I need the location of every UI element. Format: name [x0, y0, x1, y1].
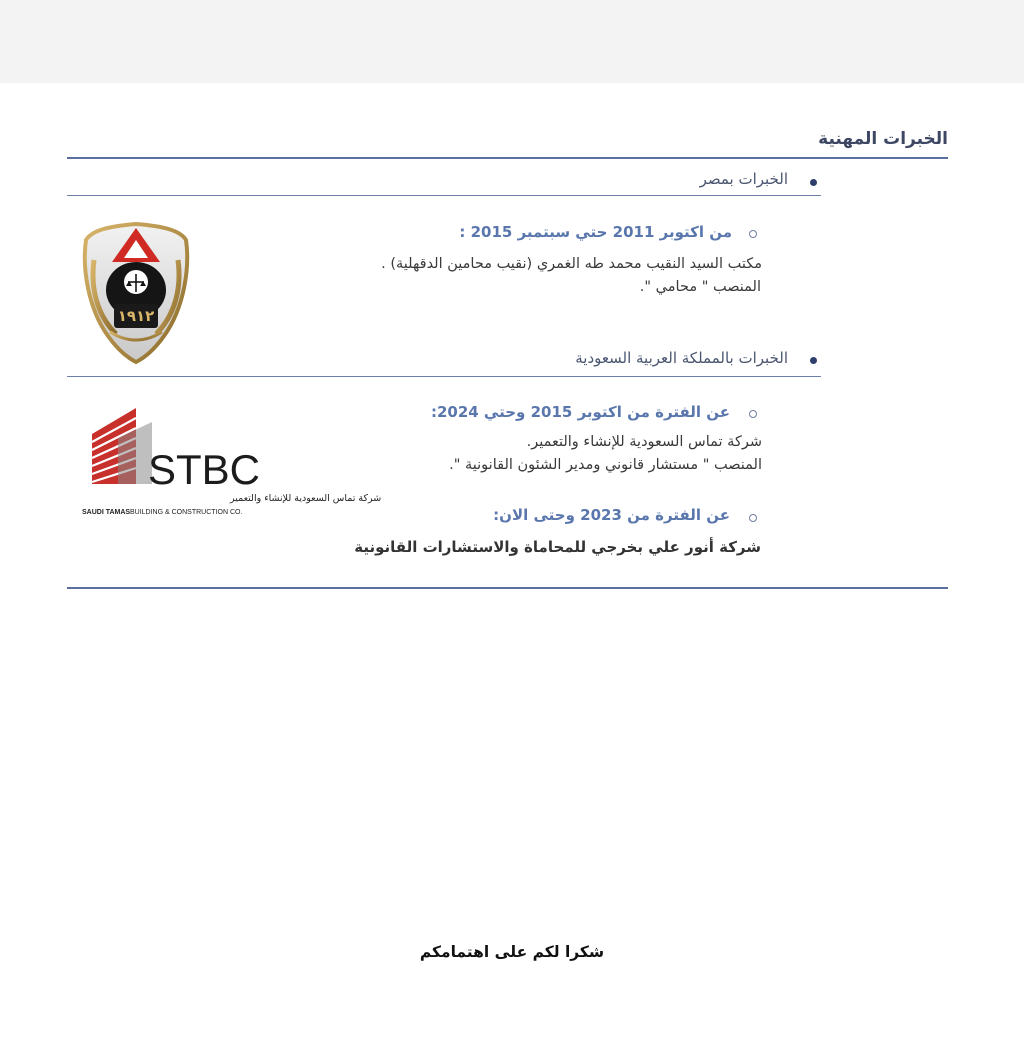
bar-association-logo: [80, 220, 192, 366]
saudi-line-3: شركة أنور علي بخرجي للمحاماة والاستشارات القانونية: [354, 538, 761, 556]
egypt-line-1: مكتب السيد النقيب محمد طه الغمري (نقيب محامين الدقهلية) .: [381, 256, 762, 272]
stbc-logo-mark: STBC: [148, 446, 261, 493]
section-bottom-rule: [67, 587, 948, 589]
ring-bullet-icon: [749, 230, 757, 238]
egypt-period: من اكتوبر 2011 حتي سبتمبر 2015 :: [459, 223, 732, 241]
saudi-line-1: شركة تماس السعودية للإنشاء والتعمير.: [526, 434, 762, 450]
saudi-line-2: المنصب " مستشار قانوني ومدير الشئون القانونية ".: [449, 457, 762, 473]
stbc-logo-english-bold: SAUDI TAMAS: [82, 509, 131, 516]
ring-bullet-icon: [749, 514, 757, 522]
bar-logo-year: ١٩١٢: [117, 307, 155, 325]
bullet-icon: [810, 357, 817, 364]
stbc-logo-english-rest: BUILDING & CONSTRUCTION CO.: [130, 509, 243, 516]
stbc-logo: [78, 404, 382, 520]
bullet-icon: [810, 179, 817, 186]
saudi-rule: [67, 376, 821, 377]
saudi-period-1: عن الفترة من اكتوبر 2015 وحتي 2024:: [430, 403, 730, 421]
ring-bullet-icon: [749, 410, 757, 418]
stbc-logo-arabic: شركة تماس السعودية للإنشاء والتعمير: [230, 493, 382, 504]
saudi-period-2: عن الفترة من 2023 وحتى الان:: [493, 506, 730, 524]
top-bar: [0, 0, 1024, 83]
title-rule: [67, 157, 948, 159]
egypt-rule: [67, 195, 821, 196]
egypt-heading: الخبرات بمصر: [699, 170, 788, 188]
egypt-line-2: المنصب " محامي ".: [639, 279, 761, 295]
section-title: الخبرات المهنية: [818, 129, 948, 149]
saudi-heading: الخبرات بالمملكة العربية السعودية: [575, 349, 788, 367]
thanks-text: شكرا لكم على اهتمامكم: [419, 943, 605, 961]
